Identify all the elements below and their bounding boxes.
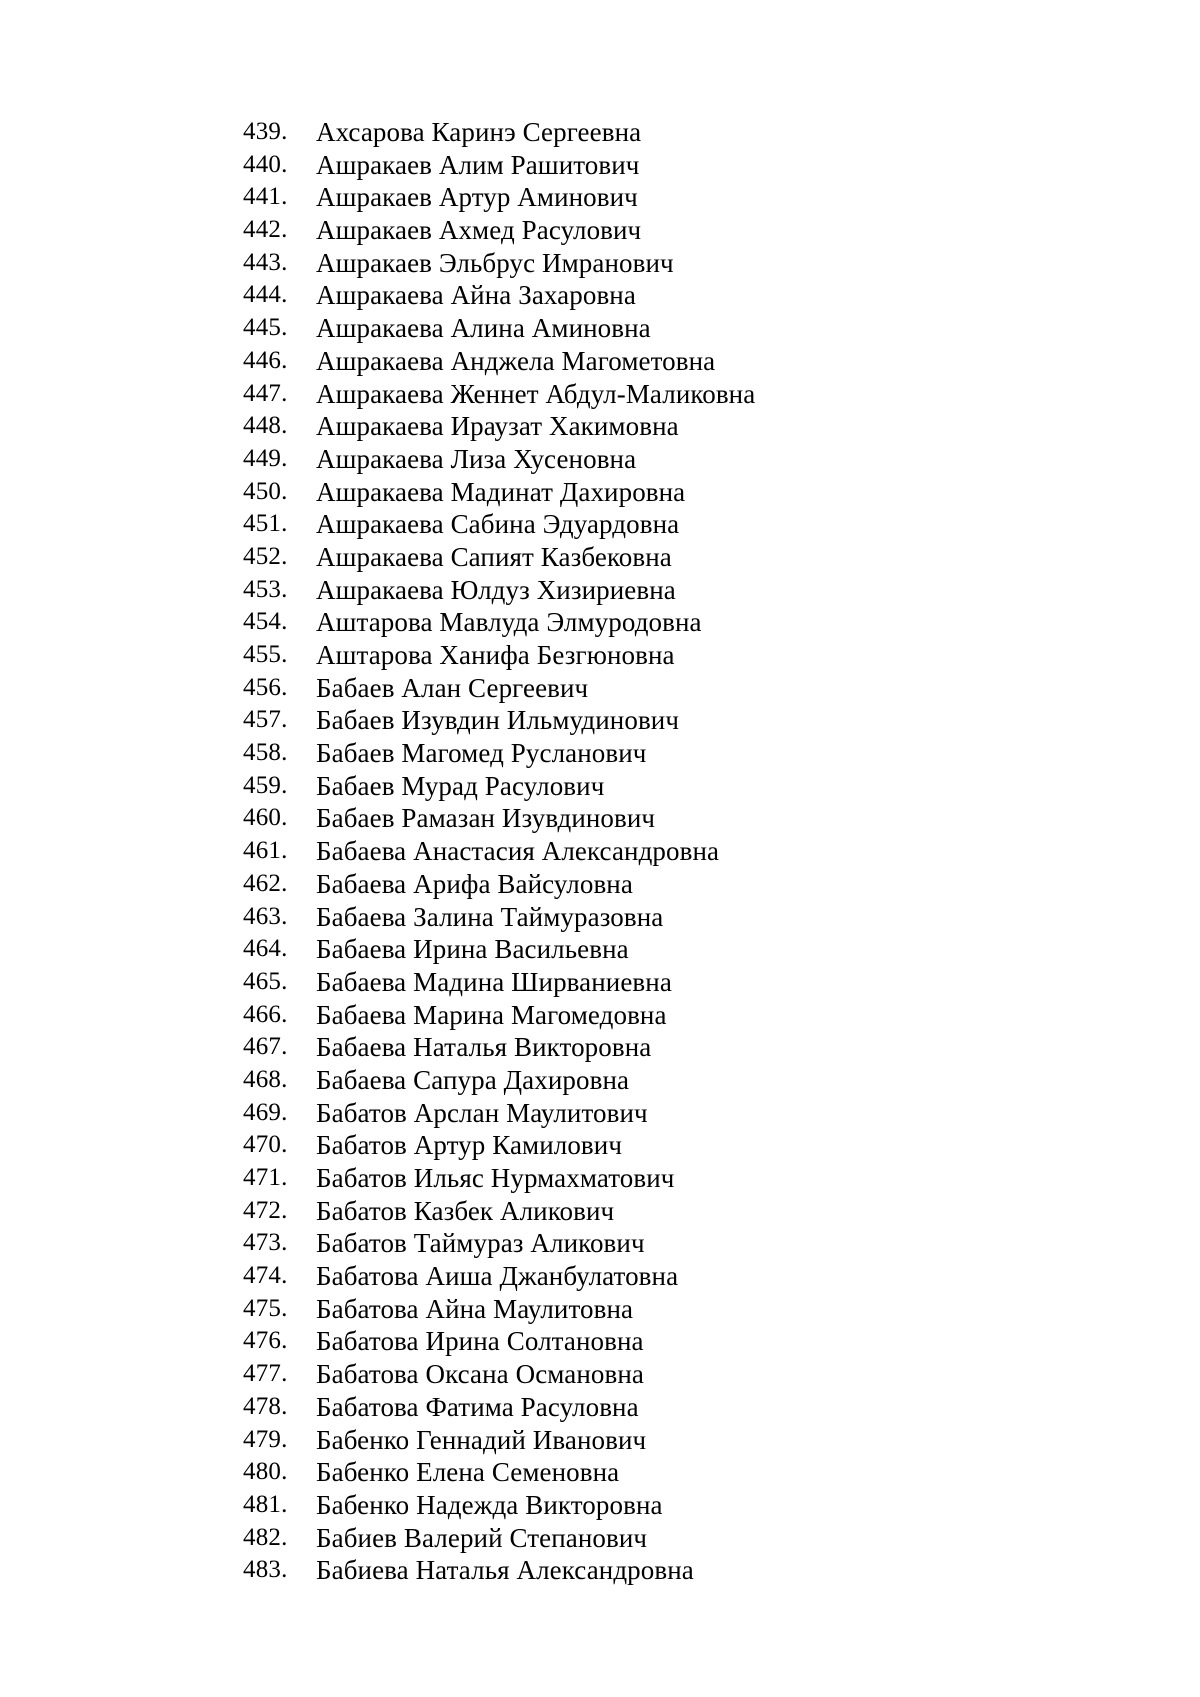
item-number: 445. <box>243 314 288 342</box>
list-item <box>243 1162 755 1195</box>
person-name: Бабиев Валерий Степанович <box>316 1522 648 1553</box>
list-item <box>243 116 755 149</box>
person-name: Аштарова Ханифа Безгюновна <box>316 640 675 670</box>
person-name: Ашракаев Эльбрус Имранович <box>316 247 674 278</box>
person-name: Ашракаева Мадинат Дахировна <box>316 476 686 507</box>
person-name: Бабенко Геннадий Иванович <box>316 1424 647 1455</box>
person-name: Ашракаева Женнет Абдул-Маликовна <box>316 378 756 409</box>
item-number: 466. <box>243 1000 288 1028</box>
person-name: Бабаева Марина Магомедовна <box>316 999 667 1030</box>
item-number: 471. <box>243 1164 288 1191</box>
person-name: Бабаев Магомед Русланович <box>316 738 647 769</box>
item-number: 474. <box>243 1262 288 1290</box>
item-number: 444. <box>243 281 288 309</box>
person-name: Ашракаев Артур Аминович <box>316 182 638 213</box>
person-name: Ашракаева Ираузат Хакимовна <box>316 411 679 442</box>
list-item <box>243 247 755 280</box>
item-number: 439. <box>243 118 288 145</box>
item-number: 483. <box>243 1556 288 1584</box>
item-number: 452. <box>243 542 288 570</box>
list-item <box>243 410 755 443</box>
person-name: Ашракаева Айна Захаровна <box>316 280 636 311</box>
person-name: Бабатова Аиша Джанбулатовна <box>316 1261 679 1292</box>
person-name: Ашракаев Алим Рашитович <box>316 149 640 180</box>
list-item <box>243 1129 755 1162</box>
list-item <box>243 672 755 705</box>
list-item <box>243 541 755 574</box>
item-number: 473. <box>243 1229 288 1257</box>
list-item <box>243 802 755 835</box>
list-item <box>243 933 755 966</box>
person-name: Бабатов Казбек Аликович <box>316 1195 615 1226</box>
item-number: 475. <box>243 1294 288 1322</box>
person-name: Бабаева Ирина Васильевна <box>316 934 629 965</box>
person-name: Ашракаева Сабина Эдуардовна <box>316 509 680 540</box>
list-item <box>243 443 755 476</box>
item-number: 460. <box>243 804 288 832</box>
list-item <box>243 149 755 182</box>
person-name: Бабаев Алан Сергеевич <box>316 672 589 703</box>
person-name: Бабатова Айна Маулитовна <box>316 1293 634 1324</box>
person-name: Бабатов Арслан Маулитович <box>316 1097 648 1128</box>
list-item <box>243 606 755 639</box>
item-number: 443. <box>243 248 288 276</box>
item-number: 469. <box>243 1098 288 1126</box>
name-list <box>243 116 755 1587</box>
list-item <box>243 704 755 737</box>
list-item <box>243 868 755 901</box>
item-number: 442. <box>243 216 288 244</box>
list-item <box>243 476 755 509</box>
person-name: Ашракаева Алина Аминовна <box>316 313 651 344</box>
list-item <box>243 1064 755 1097</box>
item-number: 479. <box>243 1425 288 1453</box>
item-number: 440. <box>243 150 288 178</box>
person-name: Бабенко Елена Семеновна <box>316 1457 620 1488</box>
list-item <box>243 966 755 999</box>
item-number: 476. <box>243 1327 288 1355</box>
list-item <box>243 574 755 607</box>
item-number: 462. <box>243 869 288 897</box>
item-number: 470. <box>243 1131 288 1159</box>
list-item <box>243 214 755 247</box>
person-name: Бабатова Оксана Османовна <box>316 1359 645 1390</box>
person-name: Аштарова Мавлуда Элмуродовна <box>316 607 702 638</box>
person-name: Ашракаева Анджела Магометовна <box>316 345 716 376</box>
list-item <box>243 770 755 803</box>
item-number: 457. <box>243 706 288 734</box>
list-item <box>243 1325 755 1358</box>
item-number: 453. <box>243 575 288 603</box>
person-name: Бабатова Ирина Солтановна <box>316 1326 644 1357</box>
list-item <box>243 1456 755 1489</box>
list-item <box>243 312 755 345</box>
list-item <box>243 639 755 672</box>
person-name: Бабаева Залина Таймуразовна <box>316 901 664 932</box>
person-name: Бабаев Рамазан Изувдинович <box>316 803 656 834</box>
list-item <box>243 1260 755 1293</box>
list-item <box>243 1195 755 1228</box>
item-number: 481. <box>243 1490 288 1518</box>
list-item <box>243 378 755 411</box>
item-number: 447. <box>243 379 288 407</box>
item-number: 461. <box>243 837 288 865</box>
list-item <box>243 1489 755 1522</box>
item-number: 459. <box>243 771 288 799</box>
person-name: Ашракаева Сапият Казбековна <box>316 541 672 572</box>
item-number: 472. <box>243 1196 288 1224</box>
item-number: 454. <box>243 608 288 636</box>
item-number: 482. <box>243 1523 288 1551</box>
list-item <box>243 737 755 770</box>
list-item <box>243 1358 755 1391</box>
item-number: 451. <box>243 510 288 538</box>
person-name: Ахсарова Каринэ Сергеевна <box>316 117 642 147</box>
list-item <box>243 1554 755 1587</box>
item-number: 456. <box>243 673 288 701</box>
item-number: 465. <box>243 967 288 995</box>
item-number: 478. <box>243 1392 288 1420</box>
list-item <box>243 345 755 378</box>
item-number: 464. <box>243 935 288 963</box>
list-item <box>243 508 755 541</box>
list-item <box>243 835 755 868</box>
list-item <box>243 999 755 1032</box>
person-name: Бабаева Сапура Дахировна <box>316 1064 630 1095</box>
item-number: 458. <box>243 739 288 767</box>
item-number: 441. <box>243 183 288 211</box>
list-item <box>243 279 755 312</box>
person-name: Бабаева Мадина Ширваниевна <box>316 966 672 997</box>
list-item <box>243 1391 755 1424</box>
item-number: 463. <box>243 902 288 930</box>
list-item <box>243 1293 755 1326</box>
list-item <box>243 1227 755 1260</box>
item-number: 455. <box>243 641 288 668</box>
item-number: 449. <box>243 444 288 472</box>
item-number: 450. <box>243 477 288 505</box>
person-name: Бабаева Арифа Вайсуловна <box>316 868 633 899</box>
item-number: 468. <box>243 1065 288 1093</box>
list-item <box>243 1424 755 1457</box>
person-name: Бабатов Артур Камилович <box>316 1130 623 1161</box>
person-name: Бабатова Фатима Расуловна <box>316 1391 639 1422</box>
item-number: 446. <box>243 346 288 374</box>
person-name: Бабенко Надежда Викторовна <box>316 1489 663 1520</box>
person-name: Бабаев Мурад Расулович <box>316 770 605 801</box>
item-number: 467. <box>243 1033 288 1061</box>
person-name: Бабаева Анастасия Александровна <box>316 836 720 867</box>
person-name: Бабатов Таймураз Аликович <box>316 1228 645 1259</box>
list-item <box>243 1522 755 1555</box>
item-number: 448. <box>243 412 288 440</box>
person-name: Ашракаева Юлдуз Хизириевна <box>316 574 676 605</box>
item-number: 477. <box>243 1360 288 1388</box>
item-number: 480. <box>243 1458 288 1486</box>
list-item <box>243 181 755 214</box>
person-name: Бабаева Наталья Викторовна <box>316 1032 652 1063</box>
person-name: Ашракаев Ахмед Расулович <box>316 215 642 246</box>
list-item <box>243 901 755 934</box>
person-name: Бабаев Изувдин Ильмудинович <box>316 705 680 736</box>
person-name: Бабиева Наталья Александровна <box>316 1555 694 1586</box>
person-name: Ашракаева Лиза Хусеновна <box>316 443 637 474</box>
list-item <box>243 1031 755 1064</box>
person-name: Бабатов Ильяс Нурмахматович <box>316 1163 675 1193</box>
list-item <box>243 1097 755 1130</box>
